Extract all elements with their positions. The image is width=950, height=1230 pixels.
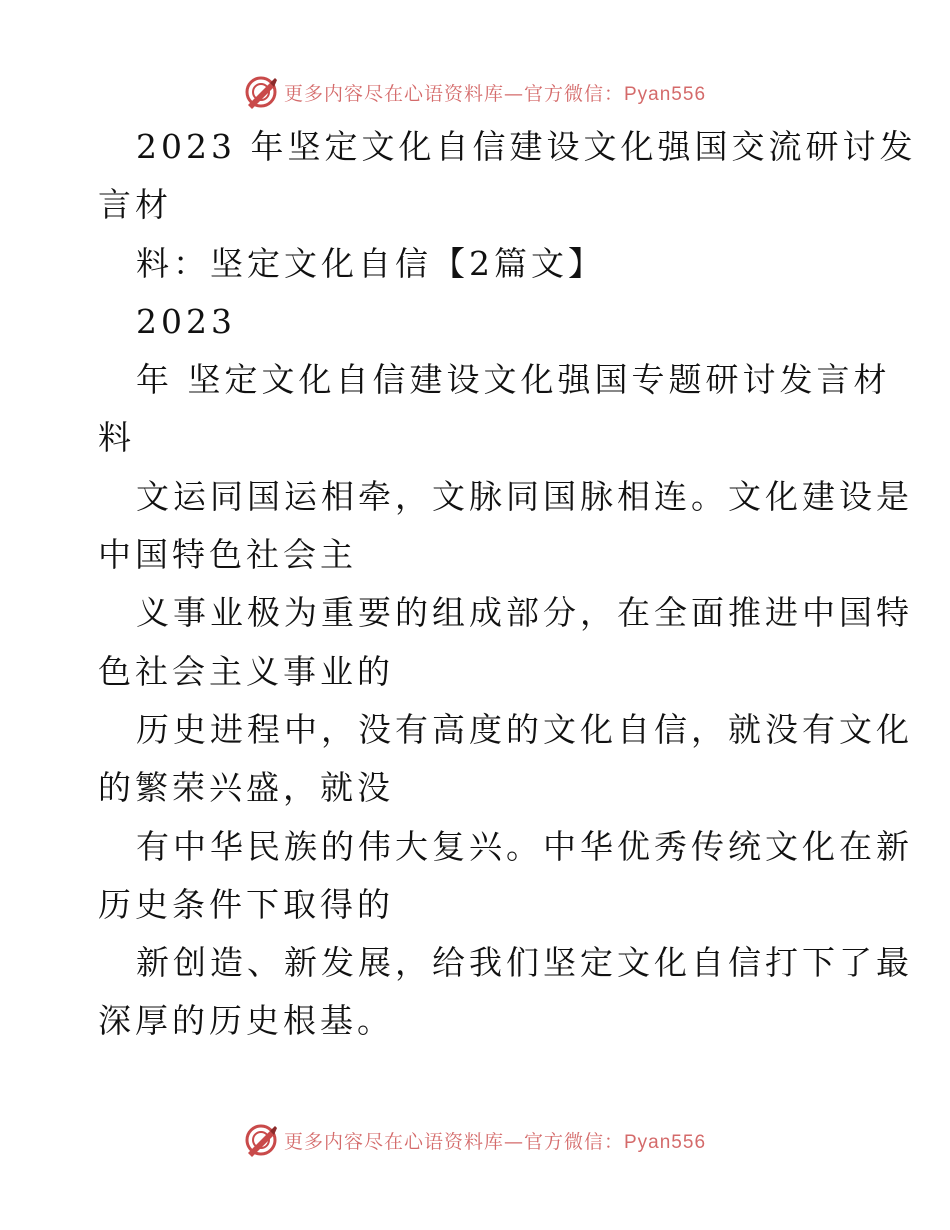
paragraph-line: 义事业极为重要的组成部分，在全面推进中国特 (136, 593, 913, 633)
wechat-id: Pyan556 (624, 83, 707, 105)
header-banner (0, 72, 950, 112)
title-line: 料：坚定文化自信【2篇文】 (136, 243, 605, 283)
banner-label: 更多内容尽在心语资料库—官方微信： (283, 1130, 624, 1153)
footer-banner (0, 1120, 950, 1160)
paragraph-line: 有中华民族的伟大复兴。中华优秀传统文化在新 (136, 826, 913, 866)
banner-content (244, 75, 706, 109)
subtitle-line: 2023 (136, 301, 236, 341)
wechat-id: Pyan556 (624, 1131, 707, 1153)
banner-content (244, 1123, 706, 1157)
pen-logo-icon (244, 75, 278, 109)
paragraph-line: 深厚的历史根基。 (98, 1001, 394, 1041)
paragraph-line: 文运同国运相牵，文脉同国脉相连。文化建设是 (136, 476, 913, 516)
title-line: 2023 年坚定文化自信建设文化强国交流研讨发 (136, 127, 917, 166)
title-line: 言材 (98, 185, 172, 225)
paragraph-line: 新创造、新发展，给我们坚定文化自信打下了最 (136, 943, 913, 983)
paragraph-line: 色社会主义事业的 (98, 651, 394, 691)
paragraph-line: 历史条件下取得的 (98, 884, 394, 924)
banner-label: 更多内容尽在心语资料库—官方微信： (283, 82, 624, 105)
subtitle-line: 年 坚定文化自信建设文化强国专题研讨发言材 (136, 360, 891, 400)
document-body (98, 118, 917, 1051)
banner-text (284, 79, 706, 106)
paragraph-line: 的繁荣兴盛，就没 (98, 768, 394, 808)
paragraph-line: 历史进程中，没有高度的文化自信，就没有文化 (136, 709, 913, 749)
pen-logo-icon (244, 1123, 278, 1157)
subtitle-line: 料 (98, 418, 135, 458)
paragraph-line: 中国特色社会主 (98, 535, 357, 575)
banner-text (284, 1127, 706, 1154)
